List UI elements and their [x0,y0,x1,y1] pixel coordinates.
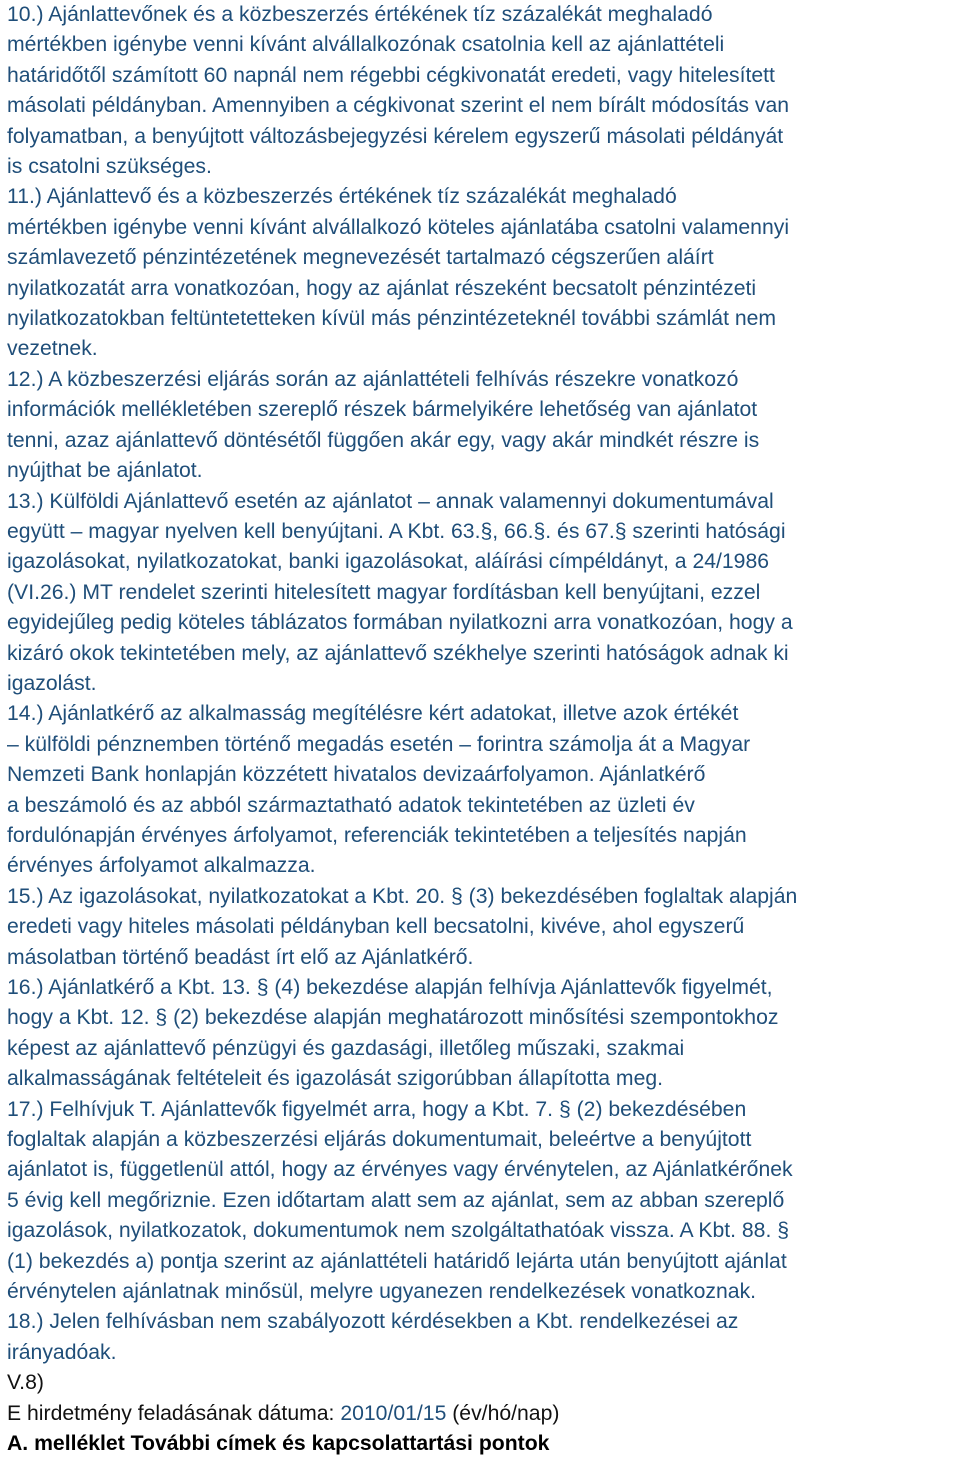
paragraph-line: mértékben igénybe venni kívánt alvállalkozónak csatolnia kell az ajánlattételi [7,33,725,57]
paragraph-line: a beszámoló és az abból származtatható adatok tekintetében az üzleti év [7,793,695,817]
paragraph-line: másolatban történő beadást írt elő az Ajánlatkérő. [7,945,474,969]
dispatch-date-line [7,1399,957,1429]
paragraph-line: 14.) Ajánlatkérő az alkalmasság megítélésre kért adatokat, illetve azok értékét [7,702,739,726]
paragraph-line: nyilatkozatokban feltüntetetteken kívül más pénzintézeteknél további számlát nem [7,307,777,331]
paragraph-line: Nemzeti Bank honlapján közzétett hivatalos devizaárfolyamon. Ajánlatkérő [7,763,706,787]
paragraph-line: 17.) Felhívjuk T. Ajánlattevők figyelmét arra, hogy a Kbt. 7. § (2) bekezdésében [7,1097,747,1121]
paragraph-line: foglaltak alapján a közbeszerzési eljárás dokumentumait, beleértve a benyújtott [7,1128,752,1152]
dispatch-date-value: 2010/01/15 [340,1401,447,1425]
annex-title-text: A. melléklet További címek és kapcsolattartási pontok [7,1432,550,1456]
paragraph-line: nyújthat be ajánlatot. [7,459,203,483]
paragraph-line: hogy a Kbt. 12. § (2) bekezdése alapján meghatározott minősítési szempontokhoz [7,1006,779,1030]
section-ref-text: V.8) [7,1371,44,1395]
paragraph-line: 11.) Ajánlattevő és a közbeszerzés értékének tíz százalékát meghaladó [7,185,677,209]
paragraph-line: 13.) Külföldi Ajánlattevő esetén az ajánlatot – annak valamennyi dokumentumával [7,489,774,513]
paragraph-line: tenni, azaz ajánlattevő döntésétől függően akár egy, vagy akár mindkét részre is [7,428,760,452]
paragraph-line: folyamatban, a benyújtott változásbejegyzési kérelem egyszerű másolati példányát [7,124,784,148]
paragraph-line: igazolást. [7,671,97,695]
paragraph-line: 15.) Az igazolásokat, nyilatkozatokat a Kbt. 20. § (3) bekezdésében foglaltak alapján [7,884,798,908]
paragraph-line: (VI.26.) MT rendelet szerinti hitelesített magyar fordításban kell benyújtani, ezzel [7,580,761,604]
paragraph-line: igazolásokat, nyilatkozatokat, banki igazolásokat, aláírási címpéldányt, a 24/1986 [7,550,770,574]
paragraph-line: érvényes árfolyamot alkalmazza. [7,854,316,878]
paragraph-line: határidőtől számított 60 napnál nem régebbi cégkivonatát eredeti, vagy hitelesített [7,63,775,87]
paragraph-line: másolati példányban. Amennyiben a cégkivonat szerint el nem bírált módosítás van [7,94,790,118]
paragraph-line: számlavezető pénzintézetének megnevezését tartalmazó cégszerűen aláírt [7,246,714,270]
paragraph-line: 5 évig kell megőriznie. Ezen időtartam alatt sem az ajánlat, sem az abban szereplő [7,1188,785,1212]
paragraph-line: egyidejűleg pedig köteles táblázatos formában nyilatkozni arra vonatkozóan, hogy a [7,611,793,635]
paragraph-line: (1) bekezdés a) pontja szerint az ajánlattételi határidő lejárta után benyújtott ajánlat [7,1249,787,1273]
annex-title [7,1429,957,1459]
paragraph-line: is csatolni szükséges. [7,155,212,179]
dispatch-date-row [7,1399,957,1429]
paragraph-item-12 [7,365,957,487]
paragraph-line: ajánlatot is, függetlenül attól, hogy az érvényes vagy érvénytelen, az Ajánlatkérőnek [7,1158,793,1182]
paragraph-line: információk mellékletében szereplő részek bármelyikére lehetőség van ajánlatot [7,398,758,422]
paragraph-line: képest az ajánlattevő pénzügyi és gazdasági, illetőleg műszaki, szakmai [7,1036,685,1060]
paragraph-item-18 [7,1307,957,1368]
paragraph-line: – külföldi pénznemben történő megadás esetén – forintra számolja át a Magyar [7,732,751,756]
paragraph-item-16 [7,973,957,1095]
paragraph-line: 16.) Ajánlatkérő a Kbt. 13. § (4) bekezdése alapján felhívja Ajánlattevők figyelmét, [7,976,773,999]
paragraph-line: vezetnek. [7,337,98,361]
paragraph-item-14 [7,699,957,881]
paragraph-line: kizáró okok tekintetében mely, az ajánlattevő székhelye szerinti hatóságok adnak ki [7,641,789,665]
document-body [7,0,957,1460]
paragraph-item-17 [7,1095,957,1308]
paragraph-line: fordulónapján érvényes árfolyamot, referenciák tekintetében a teljesítés napján [7,823,747,847]
paragraph-line: nyilatkozatát arra vonatkozóan, hogy az ajánlat részeként becsatolt pénzintézeti [7,276,757,300]
paragraph-list [7,0,957,1368]
paragraph-line: alkalmasságának feltételeit és igazolását szigorúbban állapította meg. [7,1067,664,1091]
paragraph-item-13 [7,487,957,700]
paragraph-line: eredeti vagy hiteles másolati példányban kell becsatolni, kivéve, ahol egyszerű [7,915,745,939]
paragraph-item-10 [7,0,957,182]
paragraph-line: mértékben igénybe venni kívánt alvállalkozó köteles ajánlatába csatolni valamennyi [7,215,790,239]
paragraph-item-15 [7,882,957,973]
paragraph-line: 18.) Jelen felhívásban nem szabályozott kérdésekben a Kbt. rendelkezései az [7,1310,739,1334]
dispatch-date-format: (év/hó/nap) [446,1401,560,1425]
dispatch-date-label: E hirdetmény feladásának dátuma: [7,1401,341,1425]
paragraph-line: irányadóak. [7,1340,117,1364]
paragraph-line: igazolások, nyilatkozatok, dokumentumok nem szolgáltathatóak vissza. A Kbt. 88. § [7,1219,790,1243]
section-reference [7,1368,957,1398]
paragraph-line: érvénytelen ajánlatnak minősül, melyre ugyanezen rendelkezések vonatkoznak. [7,1280,757,1304]
paragraph-item-11 [7,182,957,364]
paragraph-line: 10.) Ajánlattevőnek és a közbeszerzés értékének tíz százalékát meghaladó [7,3,713,26]
paragraph-line: 12.) A közbeszerzési eljárás során az ajánlattételi felhívás részekre vonatkozó [7,367,739,391]
paragraph-line: együtt – magyar nyelven kell benyújtani. A Kbt. 63.§, 66.§. és 67.§ szerinti hatósági [7,519,786,543]
